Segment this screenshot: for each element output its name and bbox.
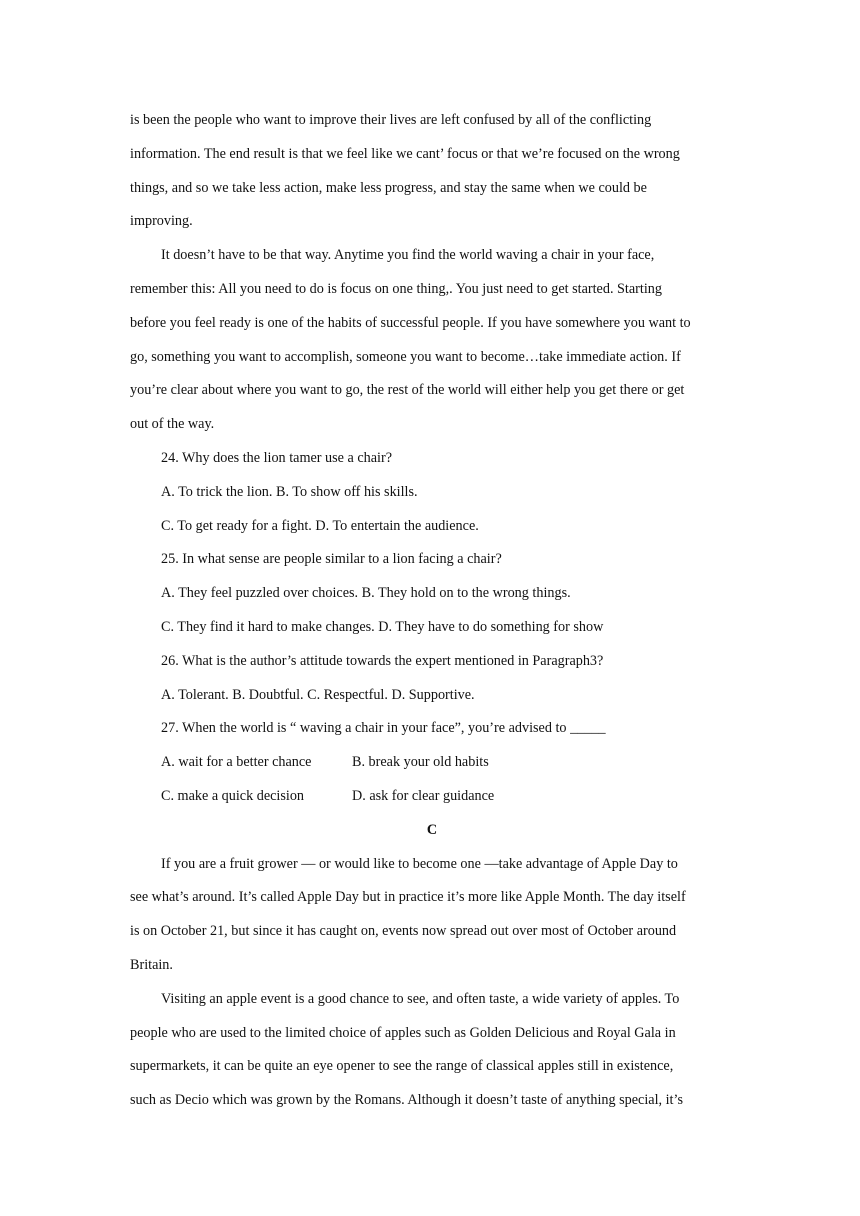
text-line: such as Decio which was grown by the Romans. Although it doesn’t taste of anything special, it’s	[130, 1092, 683, 1109]
text-line: you’re clear about where you want to go, the rest of the world will either help you get there or get	[130, 382, 685, 399]
text-line: supermarkets, it can be quite an eye opener to see the range of classical apples still in existence,	[130, 1058, 674, 1075]
section-heading: C	[426, 821, 438, 838]
question-options: A. To trick the lion. B. To show off his skills.	[161, 483, 418, 500]
text-line: Visiting an apple event is a good chance to see, and often taste, a wide variety of apples. To	[161, 990, 680, 1007]
question-26	[130, 645, 734, 713]
document-page	[130, 104, 734, 1118]
text-line: before you feel ready is one of the habits of successful people. If you have somewhere you want to	[130, 314, 691, 331]
text-line: out of the way.	[130, 416, 215, 433]
text-line: It doesn’t have to be that way. Anytime you find the world waving a chair in your face,	[161, 247, 655, 264]
text-line: information. The end result is that we feel like we cant’ focus or that we’re focused on the wrong	[130, 145, 680, 162]
question-stem: 26. What is the author’s attitude towards the expert mentioned in Paragraph3?	[161, 652, 604, 669]
text-line: things, and so we take less action, make less progress, and stay the same when we could be	[130, 179, 647, 196]
text-line: Britain.	[130, 956, 173, 973]
text-line: remember this: All you need to do is focus on one thing,. You just need to get started. Starting	[130, 280, 662, 297]
paragraph	[130, 983, 734, 1118]
option-d: D. ask for clear guidance	[352, 787, 495, 804]
question-options: C. To get ready for a fight. D. To entertain the audience.	[161, 517, 479, 534]
question-options	[130, 780, 734, 814]
text-line: is been the people who want to improve their lives are left confused by all of the conflicting	[130, 112, 652, 128]
question-25	[130, 543, 734, 644]
paragraph	[130, 239, 734, 442]
paragraph	[130, 104, 734, 239]
text-line: If you are a fruit grower — or would like to become one —take advantage of Apple Day to	[161, 855, 678, 872]
question-options: C. They find it hard to make changes. D. They have to do something for show	[161, 618, 604, 635]
text-line: go, something you want to accomplish, someone you want to become…take immediate action. If	[130, 348, 681, 365]
question-options: A. They feel puzzled over choices. B. They hold on to the wrong things.	[161, 585, 571, 602]
question-27	[130, 712, 734, 813]
question-options	[130, 746, 734, 780]
text-line: see what’s around. It’s called Apple Day but in practice it’s more like Apple Month. The day itself	[130, 889, 686, 906]
option-c: C. make a quick decision	[161, 787, 305, 804]
question-stem: 25. In what sense are people similar to a lion facing a chair?	[161, 551, 502, 568]
option-b: B. break your old habits	[352, 754, 489, 771]
question-options: A. Tolerant. B. Doubtful. C. Respectful. D. Supportive.	[161, 686, 475, 703]
text-line: is on October 21, but since it has caught on, events now spread out over most of October around	[130, 923, 677, 940]
text-line: people who are used to the limited choice of apples such as Golden Delicious and Royal Gala in	[130, 1024, 676, 1041]
question-stem: 27. When the world is “ waving a chair in your face”, you’re advised to _____	[161, 720, 606, 737]
question-24	[130, 442, 734, 543]
text-line: improving.	[130, 213, 193, 230]
question-stem: 24. Why does the lion tamer use a chair?	[161, 449, 392, 466]
option-a: A. wait for a better chance	[161, 754, 312, 771]
paragraph	[130, 848, 734, 983]
